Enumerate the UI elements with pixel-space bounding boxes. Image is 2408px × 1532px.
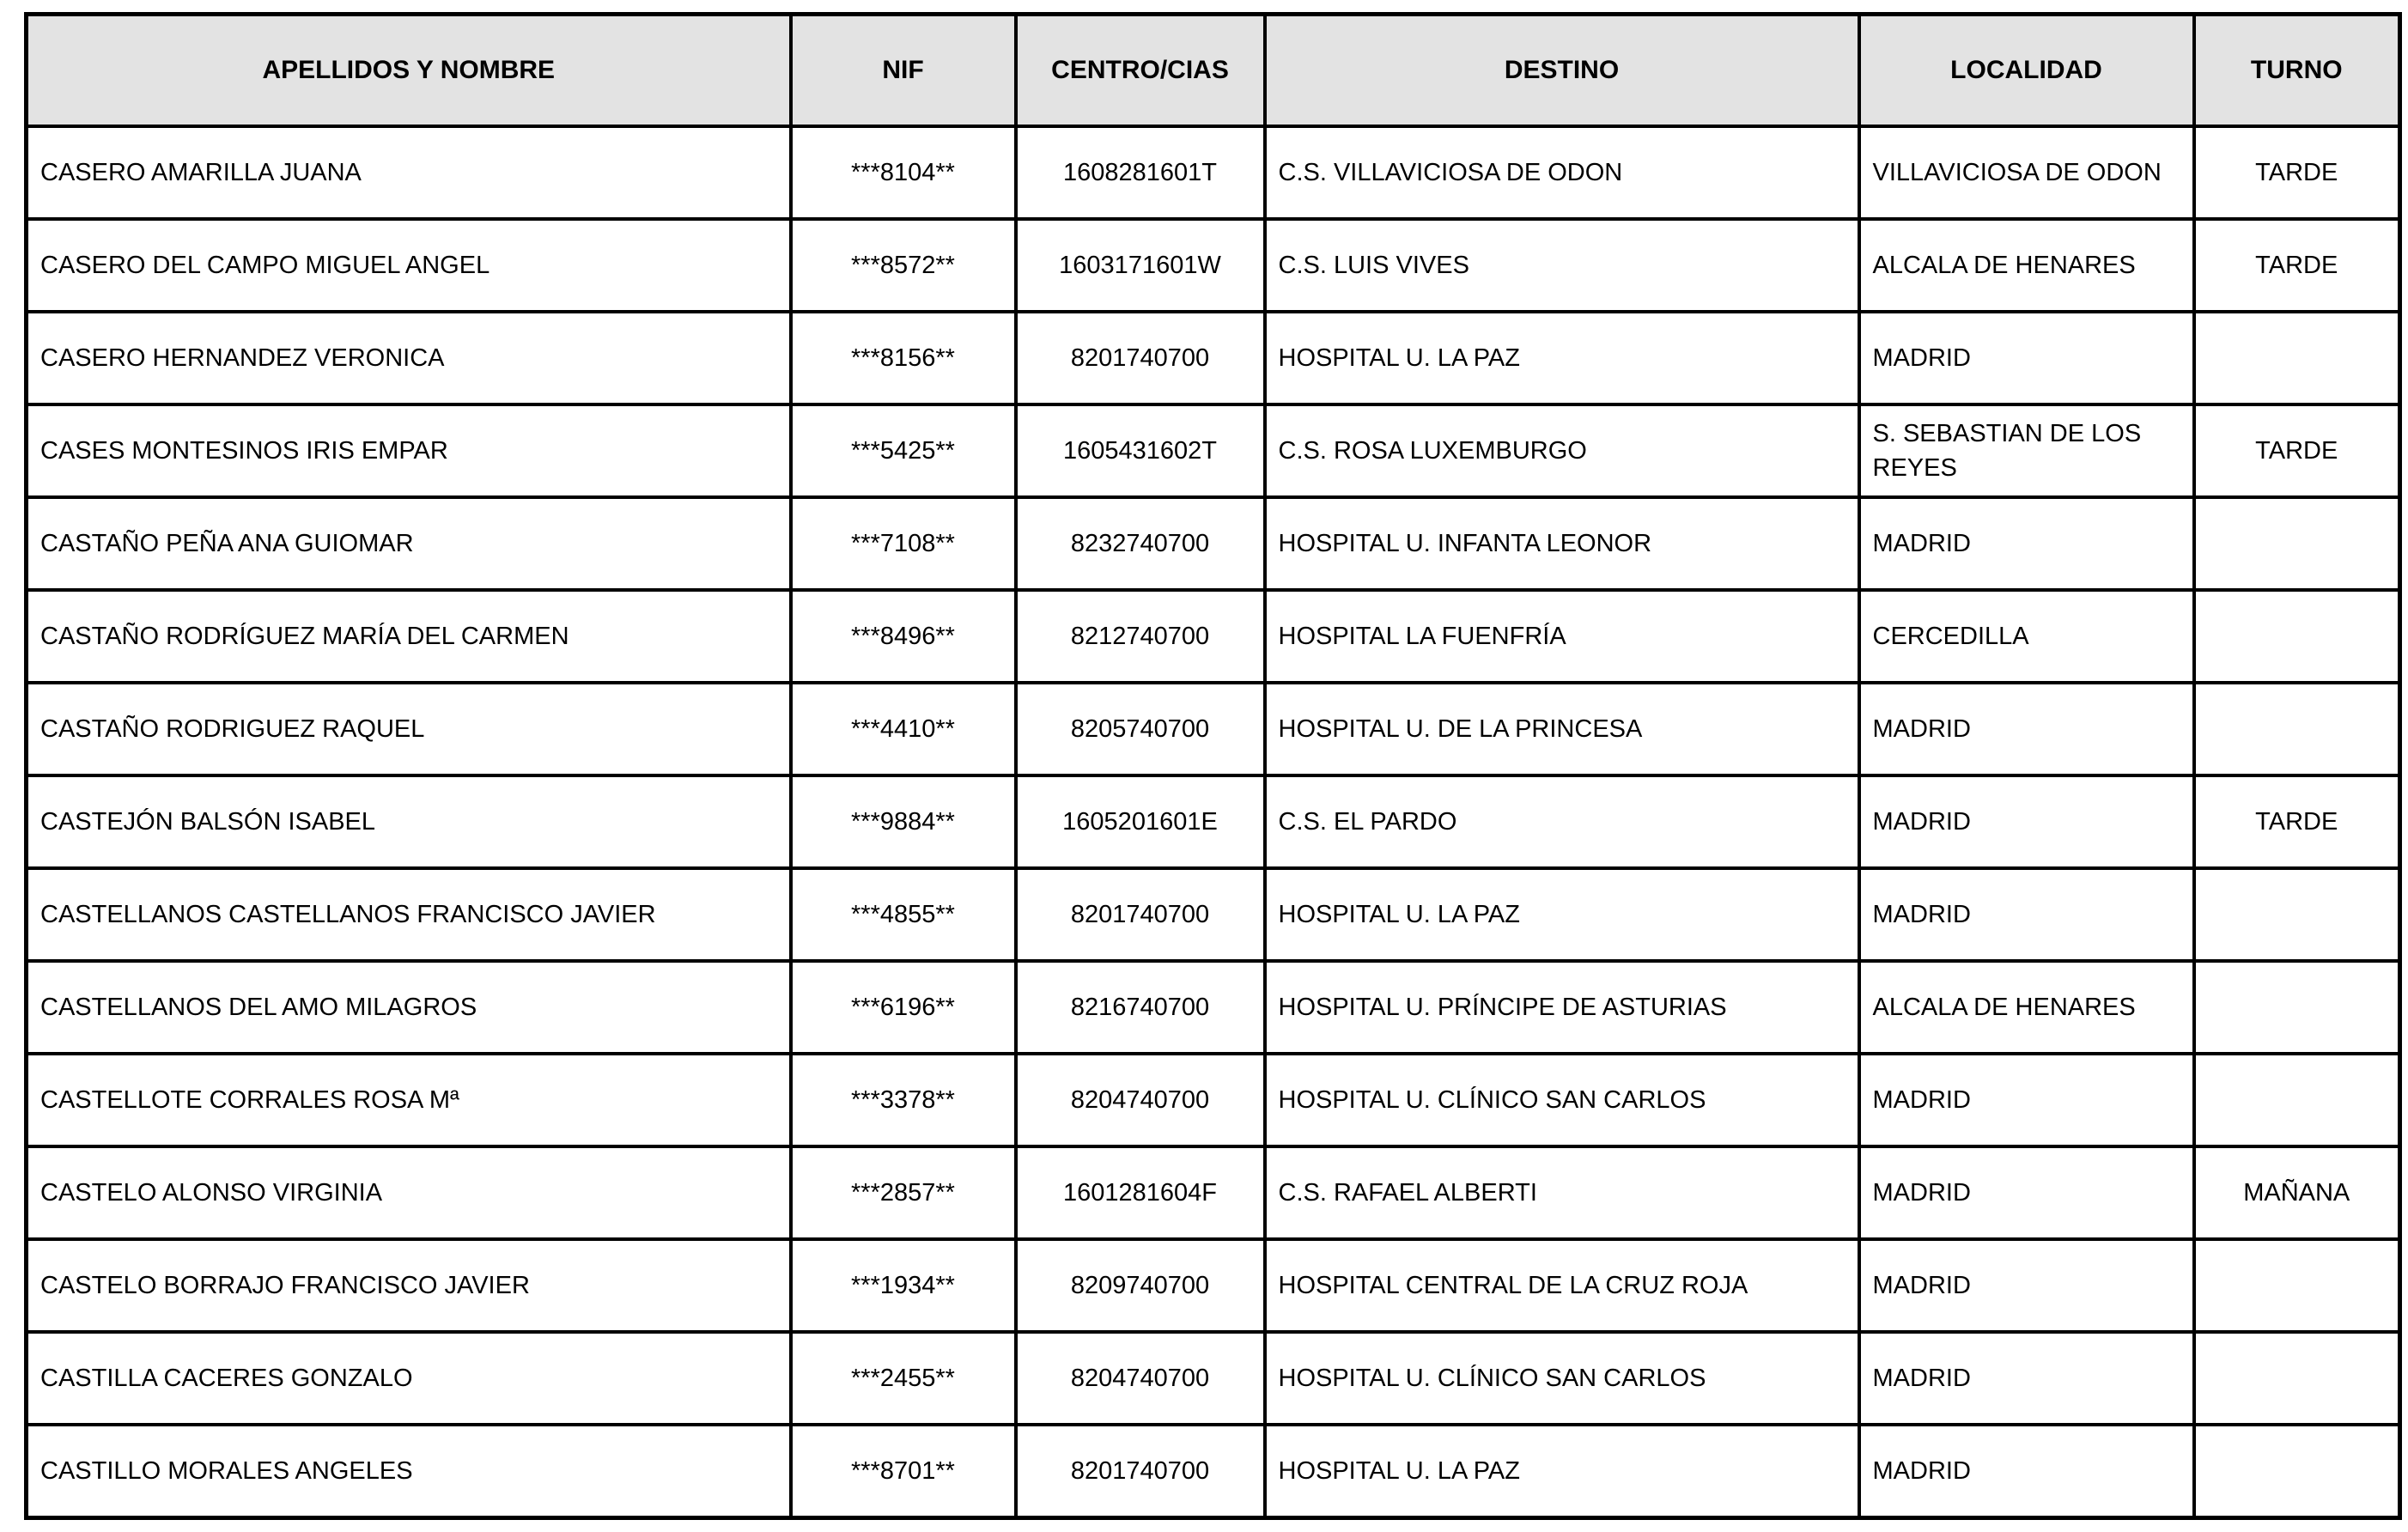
cell-nif: ***8572** [791,219,1016,312]
cell-turno [2194,1239,2400,1332]
cell-destino: HOSPITAL U. DE LA PRINCESA [1265,683,1859,775]
table-row [27,1146,2400,1239]
cell-centro-cias: 8204740700 [1016,1332,1265,1425]
cell-turno [2194,1054,2400,1146]
cell-name: CASTAÑO PEÑA ANA GUIOMAR [27,497,791,590]
cell-nif: ***5425** [791,404,1016,497]
cell-localidad: MADRID [1859,312,2194,404]
cell-localidad: ALCALA DE HENARES [1859,219,2194,312]
table-row [27,1332,2400,1425]
table-row [27,404,2400,497]
cell-name: CASTAÑO RODRIGUEZ RAQUEL [27,683,791,775]
cell-localidad: ALCALA DE HENARES [1859,961,2194,1054]
cell-localidad: MADRID [1859,497,2194,590]
cell-localidad: MADRID [1859,1054,2194,1146]
cell-turno: TARDE [2194,126,2400,219]
table-body [27,126,2400,1518]
cell-centro-cias: 8204740700 [1016,1054,1265,1146]
cell-centro-cias: 8201740700 [1016,868,1265,961]
cell-localidad: MADRID [1859,1425,2194,1518]
table-row [27,219,2400,312]
cell-name: CASTELO ALONSO VIRGINIA [27,1146,791,1239]
table-row [27,312,2400,404]
cell-nif: ***8156** [791,312,1016,404]
cell-nif: ***6196** [791,961,1016,1054]
cell-name: CASTELLANOS DEL AMO MILAGROS [27,961,791,1054]
cell-destino: C.S. EL PARDO [1265,775,1859,868]
cell-centro-cias: 8212740700 [1016,590,1265,683]
cell-centro-cias: 1605431602T [1016,404,1265,497]
cell-centro-cias: 8216740700 [1016,961,1265,1054]
header-name: APELLIDOS Y NOMBRE [27,15,791,127]
cell-turno [2194,961,2400,1054]
cell-centro-cias: 8209740700 [1016,1239,1265,1332]
cell-nif: ***8701** [791,1425,1016,1518]
cell-localidad: MADRID [1859,868,2194,961]
header-turno: TURNO [2194,15,2400,127]
header-centro-cias: CENTRO/CIAS [1016,15,1265,127]
table-row [27,868,2400,961]
cell-nif: ***2857** [791,1146,1016,1239]
cell-centro-cias: 8205740700 [1016,683,1265,775]
cell-nif: ***4410** [791,683,1016,775]
cell-destino: HOSPITAL U. LA PAZ [1265,312,1859,404]
cell-nif: ***9884** [791,775,1016,868]
table-row [27,1425,2400,1518]
cell-centro-cias: 8201740700 [1016,312,1265,404]
header-row [27,15,2400,127]
cell-nif: ***3378** [791,1054,1016,1146]
cell-turno [2194,683,2400,775]
cell-destino: HOSPITAL U. LA PAZ [1265,868,1859,961]
cell-name: CASTILLA CACERES GONZALO [27,1332,791,1425]
header-localidad: LOCALIDAD [1859,15,2194,127]
cell-nif: ***7108** [791,497,1016,590]
cell-turno [2194,312,2400,404]
cell-centro-cias: 1605201601E [1016,775,1265,868]
cell-localidad: S. SEBASTIAN DE LOS REYES [1859,404,2194,497]
cell-destino: C.S. ROSA LUXEMBURGO [1265,404,1859,497]
cell-name: CASTELO BORRAJO FRANCISCO JAVIER [27,1239,791,1332]
cell-name: CASTELLOTE CORRALES ROSA Mª [27,1054,791,1146]
cell-name: CASTILLO MORALES ANGELES [27,1425,791,1518]
cell-localidad: MADRID [1859,1332,2194,1425]
cell-destino: HOSPITAL LA FUENFRÍA [1265,590,1859,683]
cell-name: CASTELLANOS CASTELLANOS FRANCISCO JAVIER [27,868,791,961]
table-row [27,1239,2400,1332]
cell-localidad: MADRID [1859,1146,2194,1239]
table-row [27,775,2400,868]
cell-nif: ***4855** [791,868,1016,961]
cell-name: CASTEJÓN BALSÓN ISABEL [27,775,791,868]
header-destino: DESTINO [1265,15,1859,127]
cell-nif: ***8496** [791,590,1016,683]
cell-turno [2194,868,2400,961]
cell-centro-cias: 8232740700 [1016,497,1265,590]
table-row [27,497,2400,590]
cell-turno: TARDE [2194,404,2400,497]
cell-turno: TARDE [2194,775,2400,868]
cell-nif: ***8104** [791,126,1016,219]
cell-turno [2194,1425,2400,1518]
cell-destino: C.S. VILLAVICIOSA DE ODON [1265,126,1859,219]
cell-centro-cias: 1603171601W [1016,219,1265,312]
table-row [27,126,2400,219]
cell-name: CASTAÑO RODRÍGUEZ MARÍA DEL CARMEN [27,590,791,683]
cell-destino: HOSPITAL U. LA PAZ [1265,1425,1859,1518]
cell-destino: HOSPITAL U. CLÍNICO SAN CARLOS [1265,1332,1859,1425]
cell-localidad: MADRID [1859,1239,2194,1332]
table-header [27,15,2400,127]
cell-nif: ***2455** [791,1332,1016,1425]
cell-nif: ***1934** [791,1239,1016,1332]
assignments-table [24,12,2402,1520]
table-row [27,1054,2400,1146]
cell-name: CASERO AMARILLA JUANA [27,126,791,219]
cell-destino: HOSPITAL U. CLÍNICO SAN CARLOS [1265,1054,1859,1146]
cell-turno [2194,1332,2400,1425]
cell-localidad: MADRID [1859,775,2194,868]
cell-name: CASERO HERNANDEZ VERONICA [27,312,791,404]
cell-turno: MAÑANA [2194,1146,2400,1239]
cell-centro-cias: 8201740700 [1016,1425,1265,1518]
cell-centro-cias: 1601281604F [1016,1146,1265,1239]
cell-centro-cias: 1608281601T [1016,126,1265,219]
header-nif: NIF [791,15,1016,127]
table-row [27,590,2400,683]
cell-turno: TARDE [2194,219,2400,312]
cell-name: CASERO DEL CAMPO MIGUEL ANGEL [27,219,791,312]
cell-localidad: VILLAVICIOSA DE ODON [1859,126,2194,219]
cell-localidad: MADRID [1859,683,2194,775]
cell-destino: HOSPITAL CENTRAL DE LA CRUZ ROJA [1265,1239,1859,1332]
table-row [27,683,2400,775]
cell-localidad: CERCEDILLA [1859,590,2194,683]
cell-name: CASES MONTESINOS IRIS EMPAR [27,404,791,497]
cell-destino: HOSPITAL U. INFANTA LEONOR [1265,497,1859,590]
cell-destino: C.S. RAFAEL ALBERTI [1265,1146,1859,1239]
cell-turno [2194,497,2400,590]
cell-turno [2194,590,2400,683]
cell-destino: HOSPITAL U. PRÍNCIPE DE ASTURIAS [1265,961,1859,1054]
table-row [27,961,2400,1054]
cell-destino: C.S. LUIS VIVES [1265,219,1859,312]
